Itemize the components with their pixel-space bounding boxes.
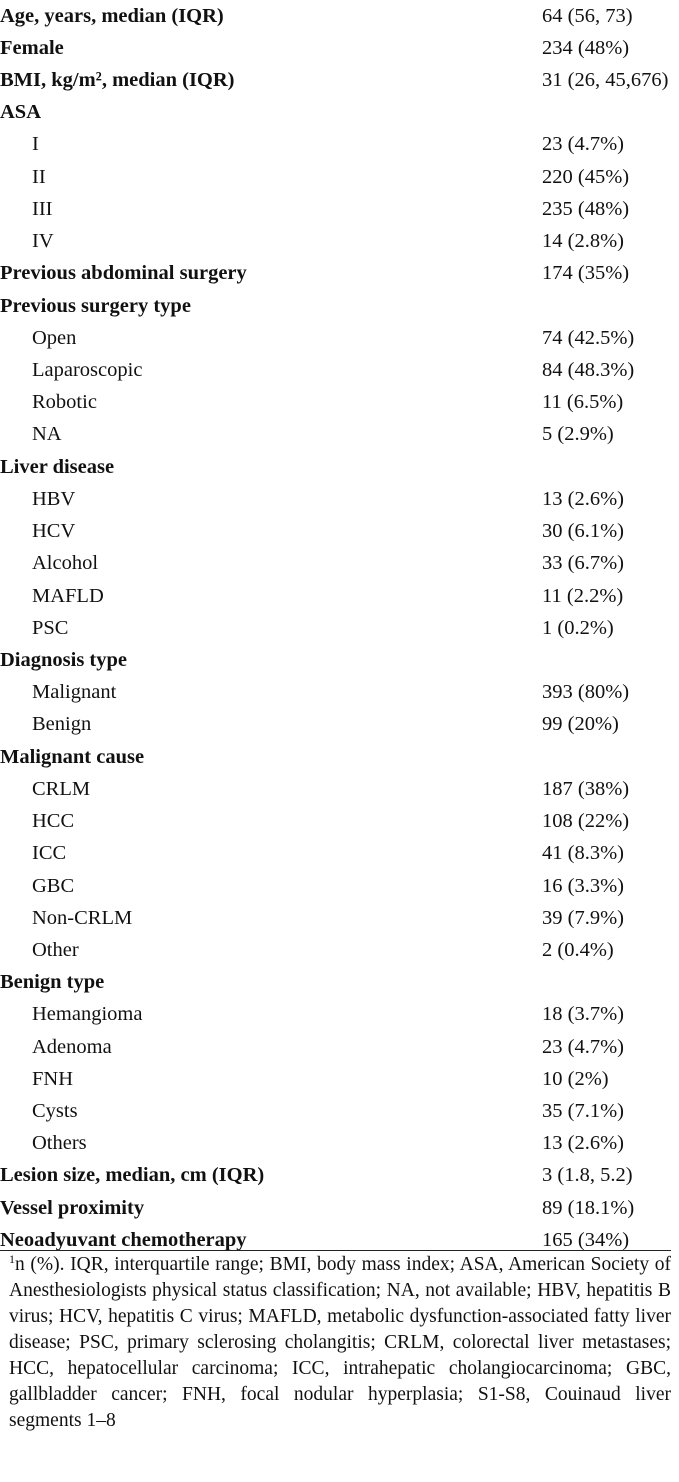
row-label: Laparoscopic [32, 359, 143, 382]
table-row [0, 644, 671, 676]
row-label: ASA [0, 101, 42, 124]
row-value: 10 (2%) [542, 1067, 609, 1090]
table-row [0, 902, 671, 934]
row-value: 74 (42.5%) [542, 326, 635, 349]
row-value [542, 741, 671, 773]
row-value: 174 (35%) [542, 262, 630, 285]
row-label: Malignant cause [0, 745, 145, 768]
table-footnote [9, 1252, 671, 1434]
table-row [0, 516, 671, 548]
row-value: 64 (56, 73) [542, 4, 633, 27]
row-label: Vessel proximity [0, 1196, 145, 1219]
row-label: Benign type [0, 971, 105, 994]
row-label: IV [32, 230, 54, 253]
row-label: MAFLD [32, 584, 104, 607]
table-row [0, 773, 671, 805]
row-label: PSC [32, 616, 69, 639]
row-value: 235 (48%) [542, 197, 630, 220]
table-row [0, 226, 671, 258]
row-label: Female [0, 36, 64, 59]
row-label: II [32, 165, 46, 188]
row-value [542, 967, 671, 999]
table-row [0, 1128, 671, 1160]
row-label: Lesion size, median, cm (IQR) [0, 1164, 265, 1187]
table-row [0, 677, 671, 709]
table-row [0, 548, 671, 580]
row-value: 30 (6.1%) [542, 520, 624, 543]
table-row [0, 354, 671, 386]
row-label: FNH [32, 1067, 74, 1090]
row-value: 13 (2.6%) [542, 1132, 624, 1155]
row-label: Previous abdominal surgery [0, 262, 247, 285]
table-row [0, 32, 671, 64]
row-label: Benign [32, 713, 92, 736]
row-value: 220 (45%) [542, 165, 630, 188]
row-value: 89 (18.1%) [542, 1196, 635, 1219]
row-label: HCC [32, 810, 75, 833]
row-value: 31 (26, 45,676) [542, 69, 669, 92]
row-value: 3 (1.8, 5.2) [542, 1164, 633, 1187]
row-value: 187 (38%) [542, 777, 630, 800]
row-label: NA [32, 423, 62, 446]
table-row [0, 934, 671, 966]
table-row [0, 1031, 671, 1063]
row-label: Alcohol [32, 552, 99, 575]
row-value: 5 (2.9%) [542, 423, 614, 446]
row-value: 41 (8.3%) [542, 842, 624, 865]
row-value: 16 (3.3%) [542, 874, 624, 897]
row-label: ICC [32, 842, 67, 865]
row-value: 23 (4.7%) [542, 1035, 624, 1058]
table-row [0, 805, 671, 837]
table-row [0, 193, 671, 225]
row-label: Non-CRLM [32, 906, 133, 929]
row-value [542, 451, 671, 483]
table-row [0, 483, 671, 515]
row-value: 234 (48%) [542, 36, 630, 59]
row-label: HCV [32, 520, 76, 543]
row-label: BMI, kg/m², median (IQR) [0, 69, 235, 92]
row-value: 35 (7.1%) [542, 1100, 624, 1123]
table-row [0, 838, 671, 870]
table-row [0, 1095, 671, 1127]
row-label: Previous surgery type [0, 294, 191, 317]
row-label: Robotic [32, 391, 97, 414]
row-label: Age, years, median (IQR) [0, 4, 224, 27]
row-value: 39 (7.9%) [542, 906, 624, 929]
table-row [0, 419, 671, 451]
table-row [0, 258, 671, 290]
row-label: Others [32, 1132, 87, 1155]
table-row [0, 870, 671, 902]
row-label: HBV [32, 487, 76, 510]
row-label: Malignant [32, 681, 117, 704]
table-row [0, 322, 671, 354]
row-value: 13 (2.6%) [542, 487, 624, 510]
table-row [0, 967, 671, 999]
row-label: Other [32, 938, 79, 961]
row-label: Cysts [32, 1100, 78, 1123]
row-value [542, 290, 671, 322]
table-row [0, 709, 671, 741]
table-row [0, 387, 671, 419]
row-value [542, 644, 671, 676]
row-value: 84 (48.3%) [542, 359, 635, 382]
footnote-text: n (%). IQR, interquartile range; BMI, body mass index; ASA, American Society of Anesthesiologists physical status classification; NA, not available; HBV, hepatitis B virus; HCV, hepatitis C virus; MAFLD, metabolic dysfunction-associated fatty liver disease; PSC, primary sclerosing cholangitis; CRLM, colorectal liver metastases; HCC, hepatocellular carcinoma; ICC, intrahepatic cholangiocarcinoma; GBC, gallbladder cancer; FNH, focal nodular hyperplasia; S1-S8, Couinaud liver segments 1–8 [9, 1254, 671, 1431]
table-row [0, 451, 671, 483]
table-row [0, 161, 671, 193]
row-value: 11 (6.5%) [542, 391, 624, 414]
row-value: 18 (3.7%) [542, 1003, 624, 1026]
row-value: 2 (0.4%) [542, 938, 614, 961]
table-row [0, 1192, 671, 1224]
table-row [0, 0, 671, 32]
table-row [0, 999, 671, 1031]
row-label: Open [32, 326, 77, 349]
row-label: Hemangioma [32, 1003, 143, 1026]
row-value: 11 (2.2%) [542, 584, 624, 607]
table-row [0, 64, 671, 96]
table-row [0, 612, 671, 644]
row-value: 99 (20%) [542, 713, 619, 736]
row-value [542, 97, 671, 129]
table-row [0, 741, 671, 773]
row-label: Neoadyuvant chemotherapy [0, 1228, 247, 1251]
row-value: 108 (22%) [542, 810, 630, 833]
footnote-marker: 1 [9, 1252, 15, 1266]
table-row [0, 580, 671, 612]
table-row [0, 1160, 671, 1192]
row-label: I [32, 133, 39, 156]
row-value: 1 (0.2%) [542, 616, 614, 639]
row-value: 393 (80%) [542, 681, 630, 704]
row-label: GBC [32, 874, 75, 897]
row-label: Adenoma [32, 1035, 112, 1058]
row-value: 23 (4.7%) [542, 133, 624, 156]
row-label: Liver disease [0, 455, 115, 478]
table-row [0, 290, 671, 322]
table-row [0, 129, 671, 161]
row-value: 165 (34%) [542, 1228, 630, 1251]
row-value: 14 (2.8%) [542, 230, 624, 253]
row-label: CRLM [32, 777, 91, 800]
table-row [0, 97, 671, 129]
row-label: III [32, 197, 53, 220]
row-value: 33 (6.7%) [542, 552, 624, 575]
table-row [0, 1063, 671, 1095]
table-bottom-rule [0, 1250, 671, 1251]
row-label: Diagnosis type [0, 648, 128, 671]
